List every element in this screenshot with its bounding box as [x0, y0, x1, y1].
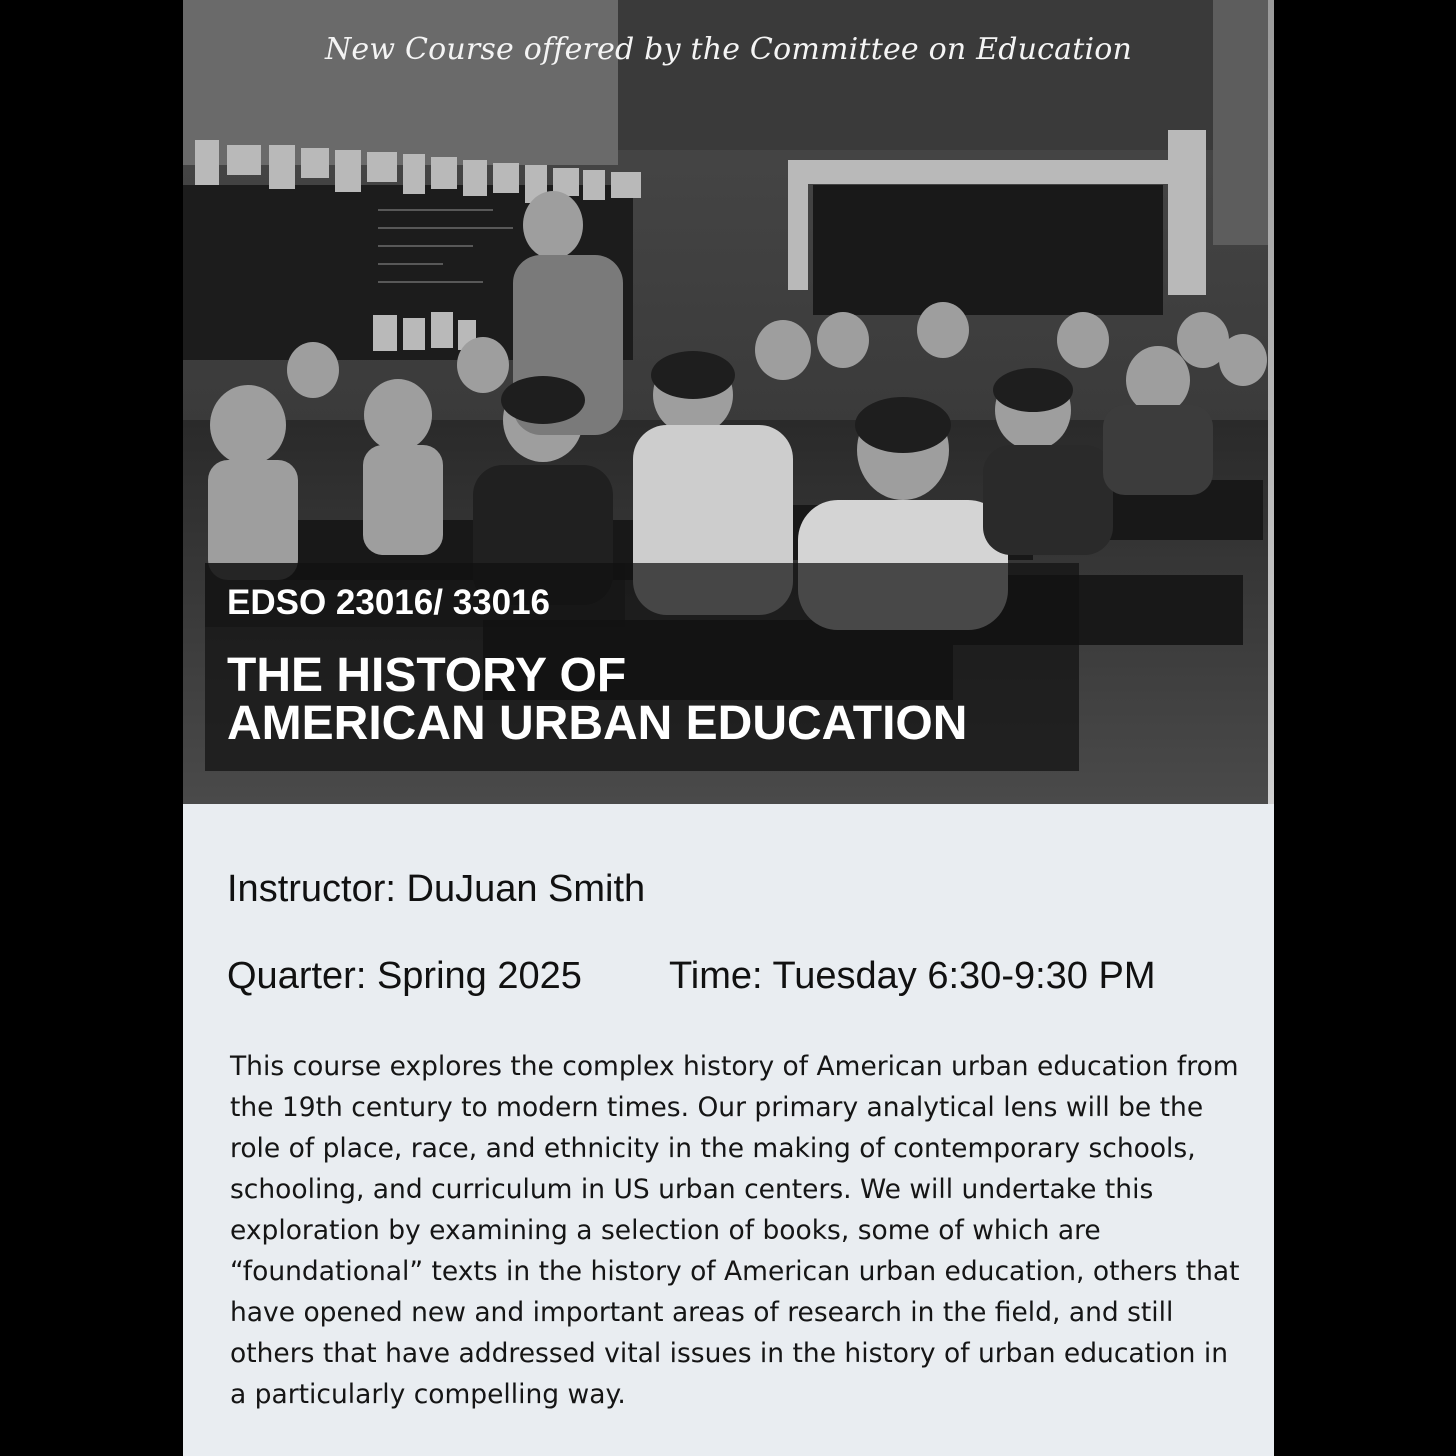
course-tagline: New Course offered by the Committee on Education	[324, 32, 1133, 67]
quarter-label: Quarter: Spring 2025	[227, 955, 582, 997]
time-label: Time: Tuesday 6:30-9:30 PM	[669, 955, 1156, 997]
instructor-label: Instructor: DuJuan Smith	[227, 868, 646, 910]
course-description: This course explores the complex history of American urban education from the 19th century to modern times. Our primary analytical lens will be the role of place, race, and ethnicity in the making of contemporary schools, schooling, and curriculum in US urban centers. We will undertake this exploration by examining a selection of books, some of which are “foundational” texts in the history of American urban education, others that have opened new and important areas of research in the field, and still others that have addressed vital issues in the history of urban education in a particularly compelling way.	[230, 1051, 1240, 1410]
photo-edge	[1268, 0, 1274, 804]
course-flyer	[183, 0, 1274, 1456]
course-code: EDSO 23016/ 33016	[227, 583, 551, 622]
course-title-line-1: THE HISTORY OF	[227, 649, 627, 702]
course-title-line-2: AMERICAN URBAN EDUCATION	[227, 697, 968, 750]
course-title	[227, 649, 968, 750]
